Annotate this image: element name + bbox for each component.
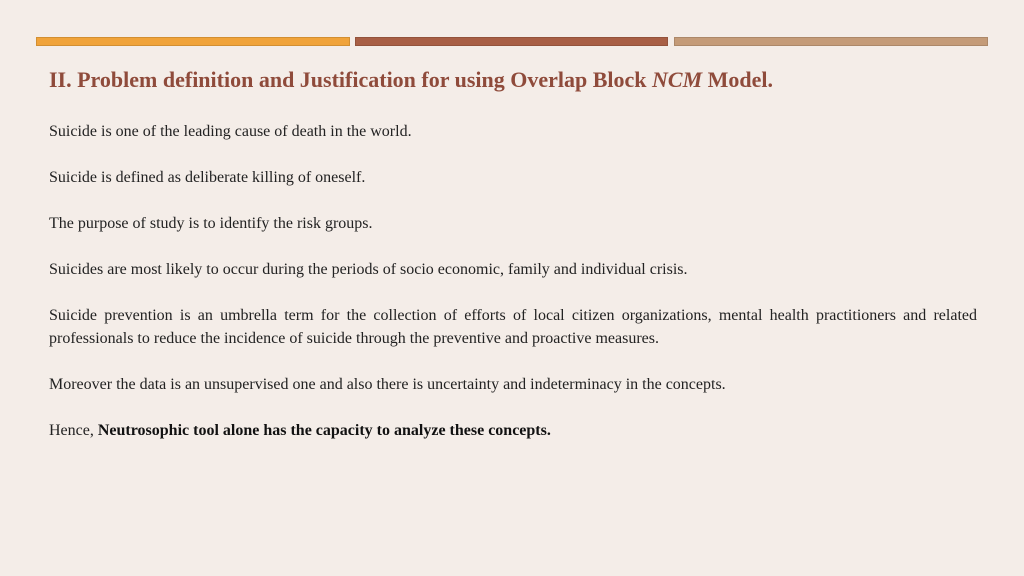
body-paragraph: Suicides are most likely to occur during the periods of socio economic, family and individual crisis. — [49, 261, 688, 278]
body-paragraph: Suicide prevention is an umbrella term for the collection of efforts of local citizen organizations, mental health practitioners and related professionals to reduce the incidence of suicide through the preventive and proactive measures. — [49, 307, 977, 347]
title-suffix: Model. — [702, 67, 774, 92]
title-text: II. Problem definition and Justification for using Overlap Block — [49, 67, 653, 92]
body-paragraph: Suicide is defined as deliberate killing of oneself. — [49, 169, 366, 186]
decor-bar-tan — [674, 37, 988, 46]
title-emphasis: NCM — [652, 67, 703, 92]
slide-body — [49, 120, 977, 465]
conclusion-prefix: Hence, — [49, 422, 98, 439]
body-paragraph: The purpose of study is to identify the risk groups. — [49, 215, 373, 232]
body-paragraph: Suicide is one of the leading cause of death in the world. — [49, 123, 412, 140]
decor-bar-orange — [36, 37, 350, 46]
decor-bar-brown — [355, 37, 668, 46]
slide-title — [49, 67, 773, 93]
conclusion-paragraph — [49, 419, 977, 442]
conclusion-bold: Neutrosophic tool alone has the capacity to analyze these concepts. — [97, 422, 551, 439]
body-paragraph: Moreover the data is an unsupervised one and also there is uncertainty and indeterminacy in the concepts. — [49, 376, 726, 393]
